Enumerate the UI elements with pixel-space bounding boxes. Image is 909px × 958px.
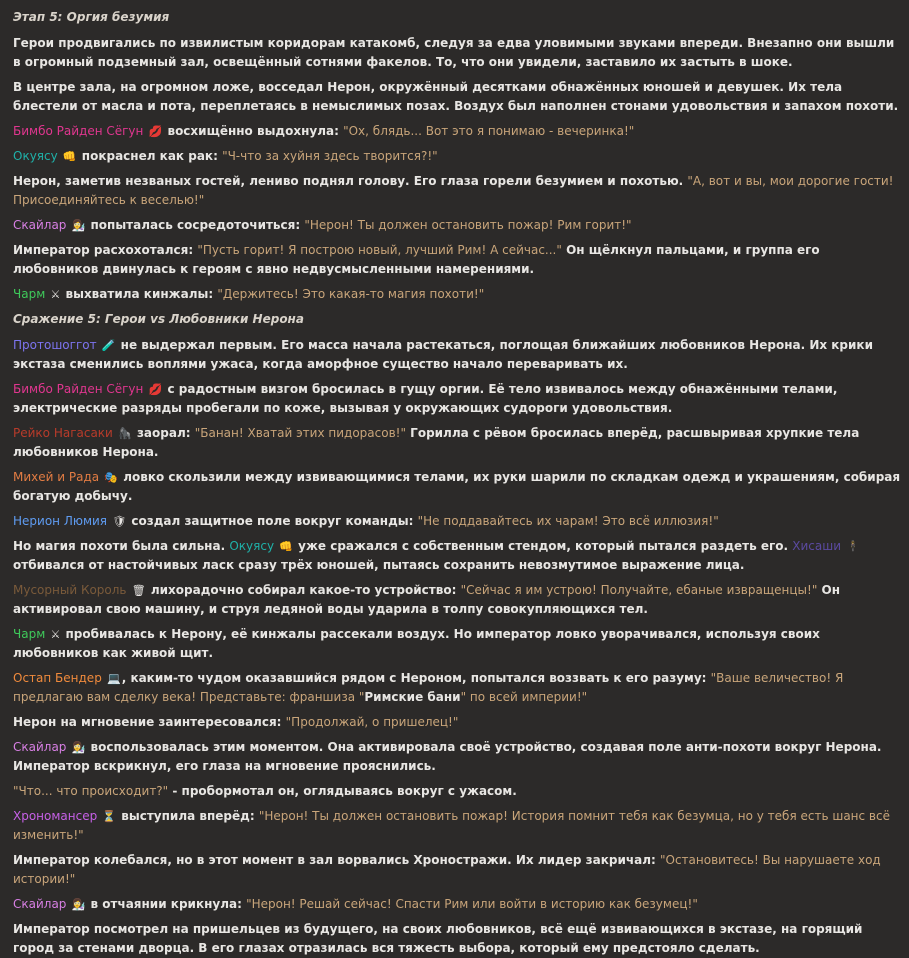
character-name-reiko[interactable]: Рейко Нагасаки xyxy=(13,426,113,440)
character-name-chrono[interactable]: Хрономансер xyxy=(13,809,98,823)
character-name-ostap[interactable]: Остап Бендер xyxy=(13,671,102,685)
daggers-icon: ⚔ xyxy=(50,628,61,641)
action-text: Горилла с рёвом бросилась вперёд, расшвыривая хрупкие тела любовников Нерона. xyxy=(13,426,860,459)
action-text: лихорадочно собирал какое-то устройство: xyxy=(150,583,457,597)
shield-icon: 🛡 xyxy=(112,515,127,528)
fist-icon: 👊 xyxy=(62,150,77,163)
character-name-dark[interactable]: Хисаши xyxy=(792,539,842,553)
character-name-okuyasu[interactable]: Окуясу xyxy=(229,539,275,553)
action-text: Император расхохотался: xyxy=(13,243,194,257)
lips-icon: 💋 xyxy=(148,125,163,138)
action-text: восхищённо выдохнула: xyxy=(167,124,339,138)
quote-emphasis: Римские бани xyxy=(364,690,461,704)
action-text: отбивался от настойчивых ласк сразу трёх юношей, пытаясь сохранить невозмутимое выражение лица. xyxy=(13,558,745,572)
quote-text: "Держитесь! Это какая-то магия похоти!" xyxy=(217,287,485,301)
message-line xyxy=(13,782,901,801)
message-line xyxy=(13,895,901,914)
character-name-nerion[interactable]: Нерион Люмия xyxy=(13,514,108,528)
laptop-icon: 💻 xyxy=(107,672,121,685)
stage-heading: Этап 5: Оргия безумия xyxy=(13,10,170,24)
message-line xyxy=(13,807,901,845)
character-name-charm[interactable]: Чарм xyxy=(13,627,46,641)
scientist-icon: 👩‍🔬 xyxy=(71,219,86,232)
trash-icon: 🗑 xyxy=(131,584,146,597)
quote-text: "Банан! Хватай этих пидорасов!" xyxy=(194,426,406,440)
message-line xyxy=(13,216,901,235)
gorilla-icon: 🦍 xyxy=(118,427,132,440)
action-text: Нерон на мгновение заинтересовался: xyxy=(13,715,282,729)
character-name-bimbo[interactable]: Бимбо Райден Сёгун xyxy=(13,382,144,396)
paragraph: Герои продвигались по извилистым коридорам катакомб, следуя за едва уловимыми звуками впереди. Внезапно они вышли в огромный подземный зал, освещённый сотнями факелов. То, что они увидели, заставило их застыть в шоке. xyxy=(13,36,895,69)
top-edge xyxy=(13,0,901,8)
character-name-bimbo[interactable]: Бимбо Райден Сёгун xyxy=(13,124,144,138)
action-text: Нерон, заметив незваных гостей, лениво поднял голову. Его глаза горели безумием и похотью. xyxy=(13,174,684,188)
message-line xyxy=(13,625,901,663)
message-line xyxy=(13,336,901,374)
masks-icon: 🎭 xyxy=(104,471,118,484)
scientist-icon: 👩‍🔬 xyxy=(71,898,86,911)
quote-text: "А, вот и вы, мои дорогие гости! Присоединяйтесь к веселью!" xyxy=(13,174,894,207)
message-line xyxy=(13,713,901,732)
action-text: , каким-то чудом оказавшийся рядом с Нероном, попытался воззвать к его разуму: xyxy=(121,671,707,685)
message-line xyxy=(13,122,901,141)
message-line xyxy=(13,468,901,506)
character-name-skylar[interactable]: Скайлар xyxy=(13,740,67,754)
quote-text: "Продолжай, о пришелец!" xyxy=(285,715,459,729)
action-text: уже сражался с собственным стендом, который пытался раздеть его. xyxy=(298,539,789,553)
character-name-miheyrada[interactable]: Михей и Рада xyxy=(13,470,100,484)
character-name-okuyasu[interactable]: Окуясу xyxy=(13,149,58,163)
lips-icon: 💋 xyxy=(148,383,163,396)
action-text: в отчаянии крикнула: xyxy=(90,897,242,911)
message-line xyxy=(13,172,901,210)
action-text: ловко скользили между извивающимися телами, их руки шарили по складкам одежд и украшениям, собирая богатую добычу. xyxy=(13,470,901,503)
action-text: не выдержал первым. Его масса начала растекаться, поглощая ближайших любовников Нерона. Их крики экстаза сменились воплями ужаса, когда аморфное существо начало переваривать их. xyxy=(13,338,873,371)
action-text: Но магия похоти была сильна. xyxy=(13,539,226,553)
quote-text: "Остановитесь! Вы нарушаете ход истории!" xyxy=(13,853,881,886)
character-name-skylar[interactable]: Скайлар xyxy=(13,897,67,911)
character-name-charm[interactable]: Чарм xyxy=(13,287,46,301)
message-line xyxy=(13,380,901,418)
paragraph: Император посмотрел на пришельцев из будущего, на своих любовников, всё ещё извивающихся в экстазе, на горящий город за стенами дворца. В его глазах отразилась вся тяжесть выбора, который ему предстояло сделать. xyxy=(13,922,863,955)
hourglass-icon: ⏳ xyxy=(102,810,117,823)
quote-part: " по всей империи!" xyxy=(460,690,588,704)
action-text: воспользовалась этим моментом. Она активировала своё устройство, создавая поле анти-похоти вокруг Нерона. Император вскрикнул, его глаза на мгновение прояснились. xyxy=(13,740,882,773)
battle-heading: Сражение 5: Герои vs Любовники Нерона xyxy=(13,312,304,326)
message-line xyxy=(13,147,901,166)
action-text: пробивалась к Нерону, её кинжалы рассекали воздух. Но император ловко уворачивался, используя своих любовников как живой щит. xyxy=(13,627,820,660)
quote-text: "Сейчас я им устрою! Получайте, ебаные извращенцы!" xyxy=(460,583,818,597)
message-line xyxy=(13,581,901,619)
message-line xyxy=(13,512,901,531)
quote-text: "Нерон! Ты должен остановить пожар! История помнит тебя как безумца, но у тебя есть шанс всё изменить!" xyxy=(13,809,890,842)
quote-text: "Пусть горит! Я построю новый, лучший Рим! А сейчас..." xyxy=(197,243,562,257)
action-text: выступила вперёд: xyxy=(121,809,255,823)
action-text: с радостным визгом бросилась в гущу оргии. Её тело извивалось между обнажёнными телами, электрические разряды пробегали по коже, вызывая у окружающих судороги удовольствия. xyxy=(13,382,838,415)
character-name-musor[interactable]: Мусорный Король xyxy=(13,583,127,597)
message-line xyxy=(13,424,901,462)
action-text: - пробормотал он, оглядываясь вокруг с ужасом. xyxy=(172,784,517,798)
quote-text: "Не поддавайтесь их чарам! Это всё иллюзия!" xyxy=(417,514,719,528)
action-text: Он активировал свою машину, и струя ледяной воды ударила в толпу совокупляющихся тел. xyxy=(13,583,841,616)
action-text: заорал: xyxy=(136,426,191,440)
test-tube-icon: 🧪 xyxy=(101,339,116,352)
scientist-icon: 👩‍🔬 xyxy=(71,741,86,754)
message-line xyxy=(13,851,901,889)
action-text: Он щёлкнул пальцами, и группа его любовников двинулась к героям с явно недвусмысленными намерениями. xyxy=(13,243,820,276)
message-line xyxy=(13,537,901,575)
quote-text: "Ч-что за хуйня здесь творится?!" xyxy=(222,149,438,163)
message-line xyxy=(13,285,901,304)
character-name-skylar[interactable]: Скайлар xyxy=(13,218,67,232)
quote-text: "Что... что происходит?" xyxy=(13,784,169,798)
action-text: покраснел как рак: xyxy=(81,149,218,163)
person-icon: 🕴 xyxy=(846,540,860,553)
fist-icon: 👊 xyxy=(279,540,293,553)
quote-text: "Ох, блядь... Вот это я понимаю - вечеринка!" xyxy=(343,124,635,138)
quote-text: "Нерон! Ты должен остановить пожар! Рим горит!" xyxy=(304,218,632,232)
action-text: Император колебался, но в этот момент в зал ворвались Хронострaжи. Их лидер закричал: xyxy=(13,853,656,867)
message-line xyxy=(13,669,901,707)
action-text: выхватила кинжалы: xyxy=(65,287,214,301)
daggers-icon: ⚔ xyxy=(50,288,61,301)
message-line xyxy=(13,241,901,279)
quote-text: "Нерон! Решай сейчас! Спасти Рим или войти в историю как безумец!" xyxy=(246,897,698,911)
message-line xyxy=(13,738,901,776)
action-text: попыталась сосредоточиться: xyxy=(90,218,301,232)
character-name-proto[interactable]: Протошоггот xyxy=(13,338,97,352)
quote-part: "Ваше величество! Я предлагаю вам сделку века! Представьте: франшиза " xyxy=(13,671,844,704)
paragraph: В центре зала, на огромном ложе, восседал Нерон, окружённый десятками обнажённых юношей и девушек. Их тела блестели от масла и пота, переплетаясь в немыслимых позах. Воздух был наполнен стонами удовольствия и запахом похоти. xyxy=(13,80,899,113)
action-text: создал защитное поле вокруг команды: xyxy=(131,514,414,528)
